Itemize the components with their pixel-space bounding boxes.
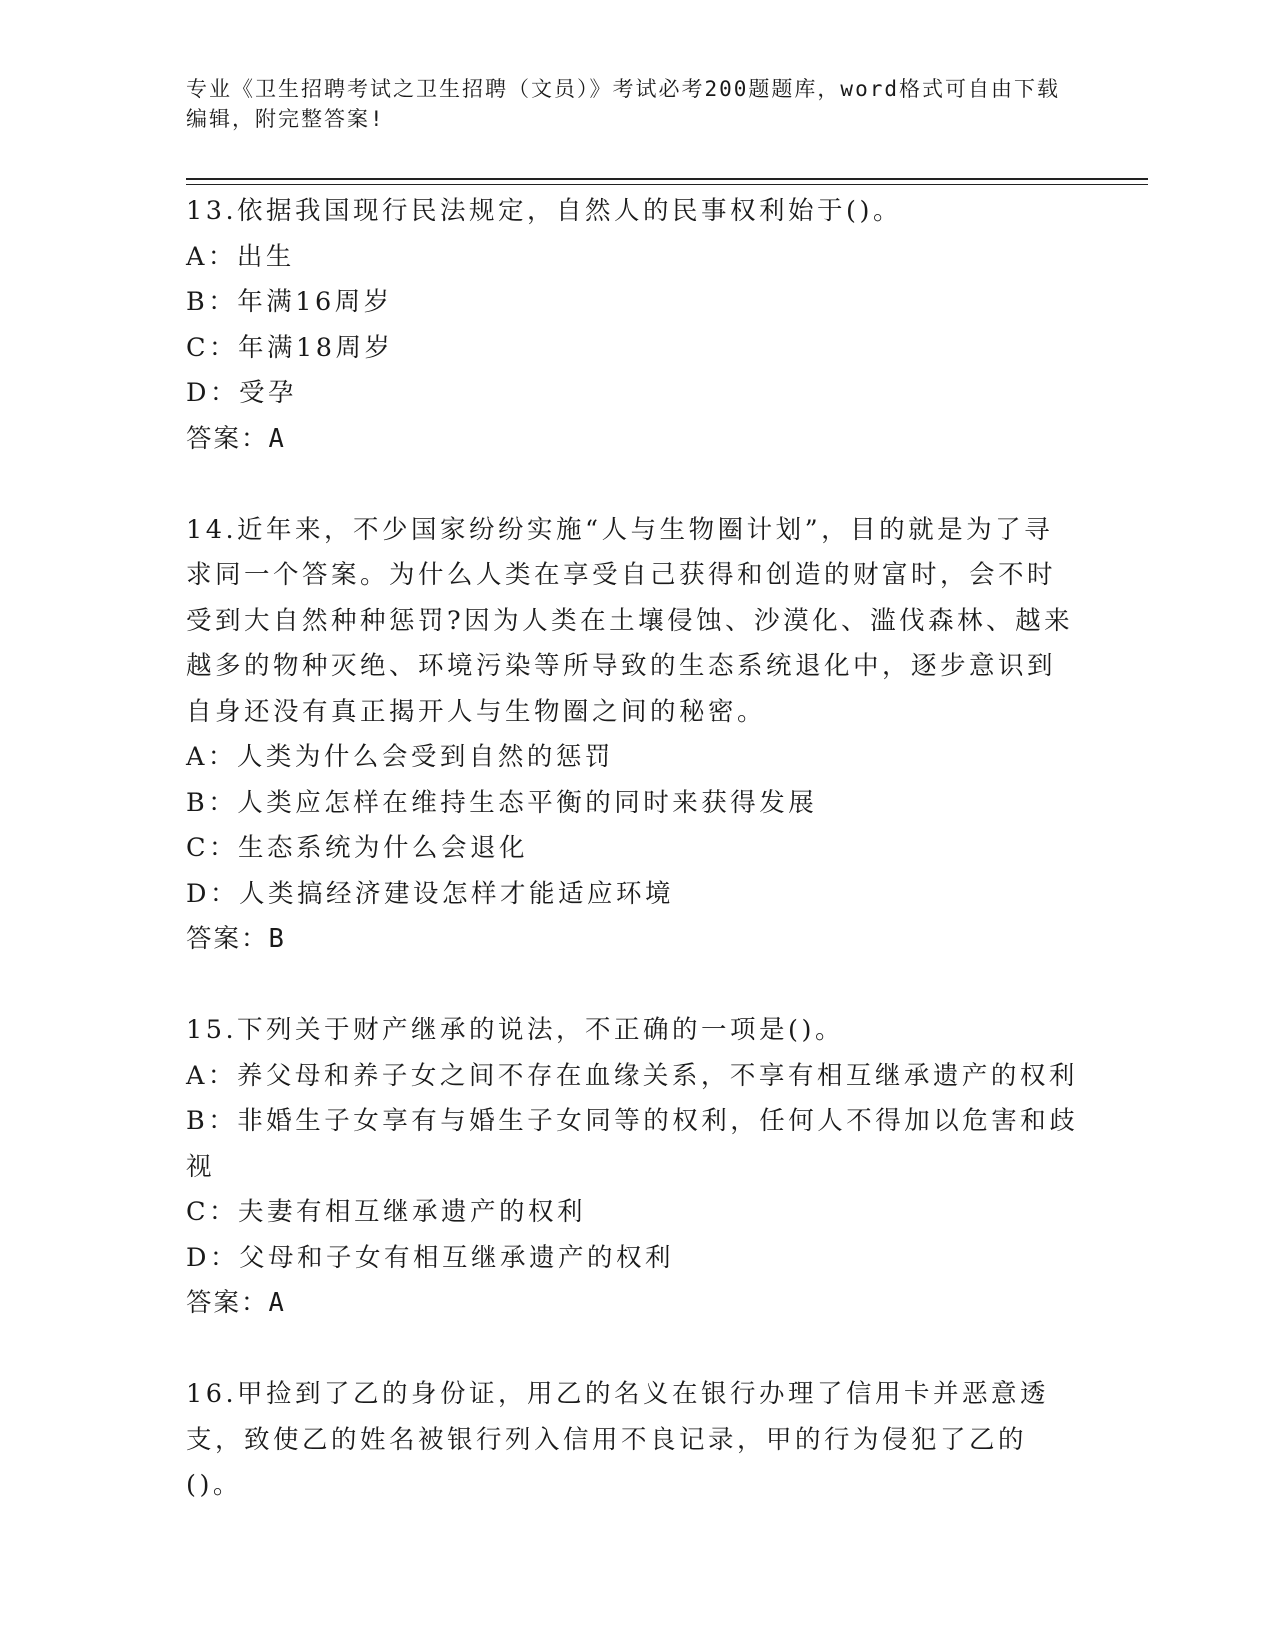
option-d: D：人类搞经济建设怎样才能适应环境 [186,878,674,909]
header-rule-thin [186,184,1148,185]
question-16 [186,1372,1081,1509]
option-a: A：出生 [186,241,295,272]
question-stem: 16.甲捡到了乙的身份证，用乙的名义在银行办理了信用卡并恶意透支，致使乙的姓名被银行列入信用不良记录，甲的行为侵犯了乙的()。 [186,1379,1050,1500]
document-header: 专业《卫生招聘考试之卫生招聘（文员）》考试必考200题题库，word格式可自由下载编辑，附完整答案! [186,77,1060,131]
header-rule-thick [186,178,1148,180]
answer-line [186,1281,1081,1327]
question-list [186,189,1081,1509]
option-b: B：人类应怎样在维持生态平衡的同时来获得发展 [186,787,818,818]
option-b: B：年满16周岁 [186,287,393,317]
question-stem: 14.近年来，不少国家纷纷实施“人与生物圈计划”，目的就是为了寻求同一个答案。为什么人类在享受自己获得和创造的财富时，会不时受到大自然种种惩罚?因为人类在土壤侵蚀、沙漠化、滥伐森林、越来越多的物种灭绝、环境污染等所导致的生态系统退化中，逐步意识到自身还没有真正揭开人与生物圈之间的秘密。 [186,514,1074,727]
answer-label: 答案： [186,423,269,454]
answer-line [186,417,1081,463]
option-a: A：养父母和养子女之间不存在血缘关系，不享有相互继承遗产的权利 [186,1060,1078,1091]
answer-value: A [268,423,286,454]
option-c: C：生态系统为什么会退化 [186,833,529,863]
question-15 [186,1008,1081,1327]
question-13 [186,189,1081,462]
answer-label: 答案： [186,924,269,954]
answer-value: B [268,924,286,954]
option-c: C：年满18周岁 [186,332,394,363]
option-b: B：非婚生子女享有与婚生子女同等的权利，任何人不得加以危害和歧视 [186,1106,1079,1182]
answer-label: 答案： [186,1288,269,1318]
option-c: C：夫妻有相互继承遗产的权利 [186,1197,587,1227]
answer-line [186,917,1081,963]
question-14 [186,508,1081,963]
answer-value: A [268,1288,286,1318]
question-stem: 15.下列关于财产继承的说法，不正确的一项是()。 [186,1015,844,1045]
option-a: A：人类为什么会受到自然的惩罚 [186,742,614,772]
option-d: D：受孕 [186,378,297,408]
option-d: D：父母和子女有相互继承遗产的权利 [186,1242,674,1273]
question-stem: 13.依据我国现行民法规定，自然人的民事权利始于()。 [186,196,902,226]
